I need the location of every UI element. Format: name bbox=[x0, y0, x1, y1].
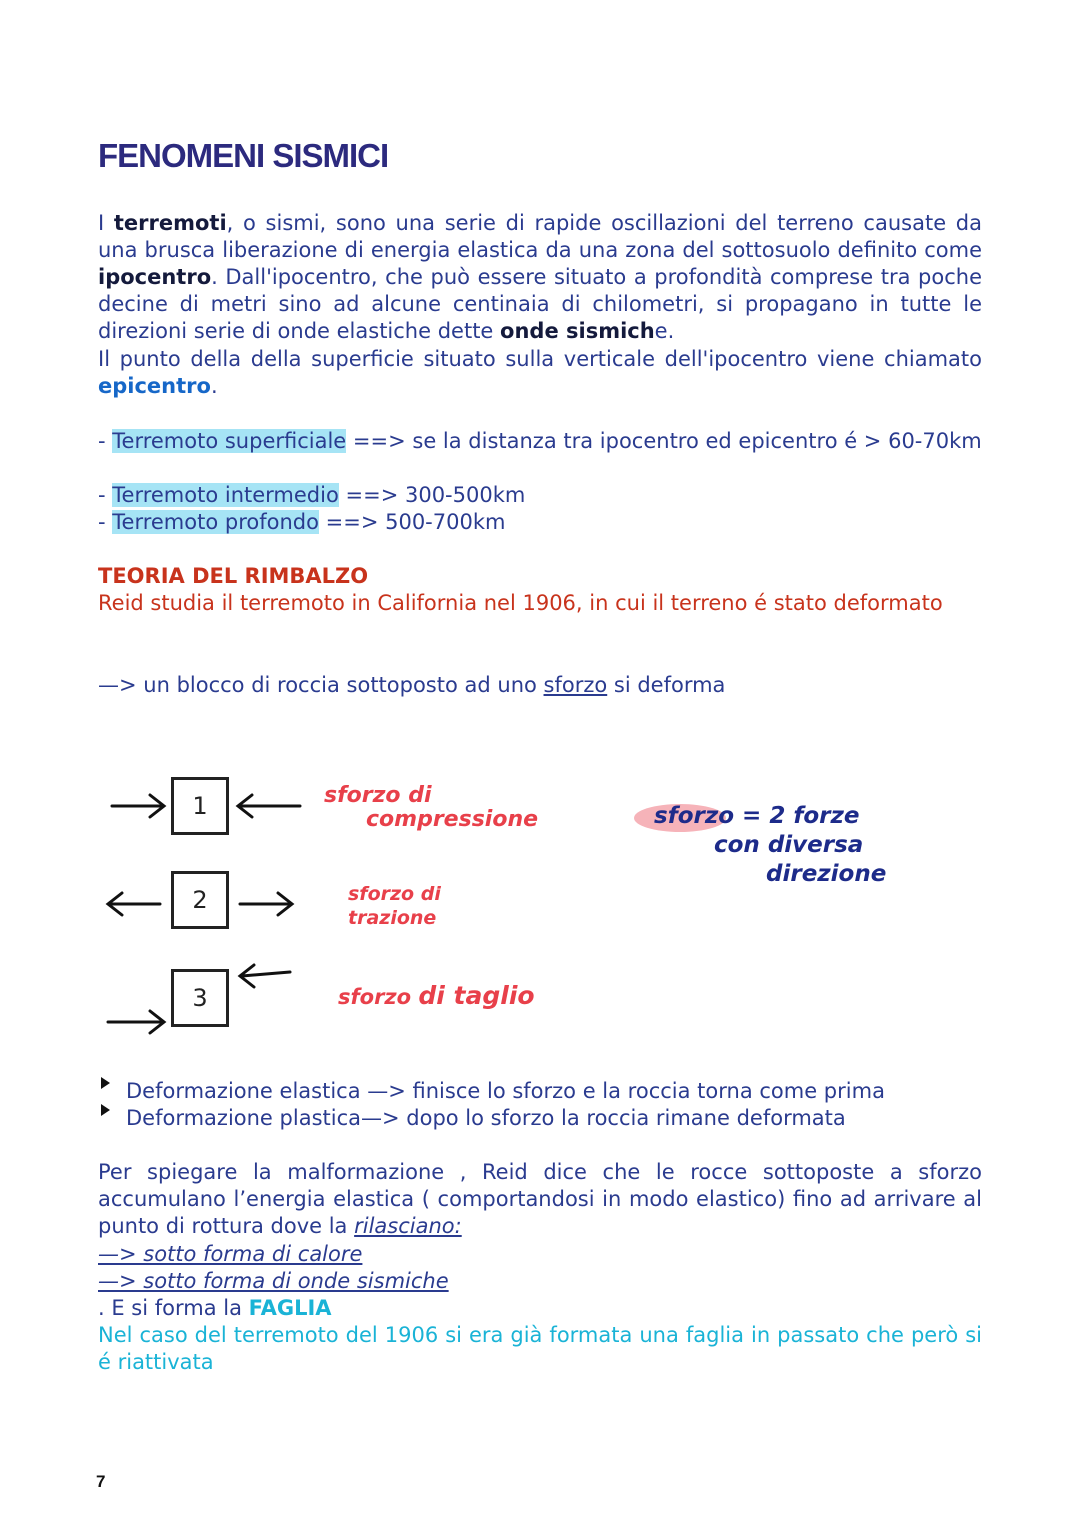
type-intermedio-text: ==> 300-500km bbox=[338, 483, 526, 507]
keyword-ipocentro: ipocentro bbox=[98, 265, 212, 289]
intro-text: , o sismi, sono una serie di rapide oscillazioni del terreno causate da una brusca liberazione di energia elastica da una zona del sottosuolo definito come bbox=[98, 211, 982, 262]
intro-paragraph bbox=[98, 210, 982, 345]
intro-text: . Dall'ipocentro, che può essere situato a profondità comprese tra poche decine di metri sino ad alcune centinaia di chilometri, si propagano in tutte le direzioni serie di onde elastiche dette bbox=[98, 265, 982, 343]
forces-note-a: sforzo bbox=[654, 803, 735, 829]
forces-note-d: direzione bbox=[766, 861, 887, 887]
sforzo-word: sforzo bbox=[543, 673, 608, 697]
bullet-icon bbox=[101, 1104, 110, 1116]
faglia-text: . E si forma la bbox=[98, 1296, 249, 1320]
type-profondo-text: ==> 500-700km bbox=[318, 510, 506, 534]
sforzo-line-text: si deforma bbox=[607, 673, 726, 697]
release-waves: —> sotto forma di onde sismiche bbox=[98, 1269, 449, 1293]
page-title: FENOMENI SISMICI bbox=[98, 137, 389, 174]
type-superficiale-label: Terremoto superficiale bbox=[112, 429, 347, 453]
label-trazione-a: sforzo di bbox=[348, 883, 441, 905]
label-compressione-b: compressione bbox=[366, 807, 539, 832]
type-intermedio bbox=[98, 482, 982, 509]
label-taglio-a: sforzo bbox=[338, 985, 412, 1009]
deformation-elastica: Deformazione elastica —> finisce lo sforzo e la roccia torna come prima bbox=[126, 1079, 885, 1103]
epicentro-paragraph bbox=[98, 346, 982, 400]
block-2: 2 bbox=[171, 871, 229, 929]
sforzo-line-text: —> un blocco di roccia sottoposto ad uno bbox=[98, 673, 544, 697]
explain-paragraph bbox=[98, 1159, 982, 1240]
dash: - bbox=[98, 483, 113, 507]
intro-text: e. bbox=[654, 319, 675, 343]
bullet-icon bbox=[101, 1077, 110, 1089]
type-superficiale bbox=[98, 428, 982, 455]
label-taglio-b: di taglio bbox=[418, 981, 535, 1010]
type-superficiale-text: ==> se la distanza tra ipocentro ed epicentro é > 60-70km bbox=[346, 429, 982, 453]
rimbalzo-text: Reid studia il terremoto in California nel 1906, in cui il terreno é stato deformato bbox=[98, 591, 943, 615]
type-profondo-label: Terremoto profondo bbox=[112, 510, 319, 534]
epicentro-text: . bbox=[210, 374, 218, 398]
intro-text: I bbox=[98, 211, 114, 235]
deformation-plastica: Deformazione plastica—> dopo lo sforzo la roccia rimane deformata bbox=[126, 1106, 846, 1130]
type-intermedio-label: Terremoto intermedio bbox=[112, 483, 339, 507]
stress-diagram bbox=[0, 740, 1080, 1060]
label-trazione bbox=[348, 882, 441, 930]
type-profondo bbox=[98, 509, 982, 536]
keyword-epicentro: epicentro bbox=[98, 374, 211, 398]
dash: - bbox=[98, 510, 113, 534]
forces-note-c: con diversa bbox=[714, 832, 864, 858]
rilasciano-word: rilasciano: bbox=[354, 1214, 462, 1238]
label-compressione-a: sforzo di bbox=[324, 783, 432, 808]
keyword-terremoti: terremoti bbox=[113, 211, 227, 235]
epicentro-text: Il punto della della superficie situato sulla verticale dell'ipocentro viene chiamato bbox=[98, 347, 982, 371]
dash: - bbox=[98, 429, 113, 453]
keyword-onde-sismiche: onde sismich bbox=[500, 319, 655, 343]
forces-note-b: = 2 forze bbox=[734, 803, 860, 829]
label-taglio bbox=[338, 982, 535, 1011]
block-1: 1 bbox=[171, 777, 229, 835]
forces-note bbox=[654, 802, 886, 889]
explain-text: Per spiegare la malformazione , Reid dice che le rocce sottoposte a sforzo accumulano l’energia elastica ( comportandosi in modo elastico) fino ad arrivare al punto di rottura dove la bbox=[98, 1160, 982, 1238]
page-number: 7 bbox=[96, 1472, 106, 1491]
block-3: 3 bbox=[171, 969, 229, 1027]
faglia-line bbox=[98, 1295, 982, 1322]
faglia-note: Nel caso del terremoto del 1906 si era già formata una faglia in passato che però si é riattivata bbox=[98, 1323, 982, 1374]
label-compressione bbox=[324, 784, 538, 832]
keyword-faglia: FAGLIA bbox=[248, 1296, 332, 1320]
release-heat: —> sotto forma di calore bbox=[98, 1242, 363, 1266]
sforzo-line bbox=[98, 672, 982, 699]
label-trazione-b: trazione bbox=[348, 907, 437, 929]
rimbalzo-heading: TEORIA DEL RIMBALZO bbox=[98, 564, 369, 588]
